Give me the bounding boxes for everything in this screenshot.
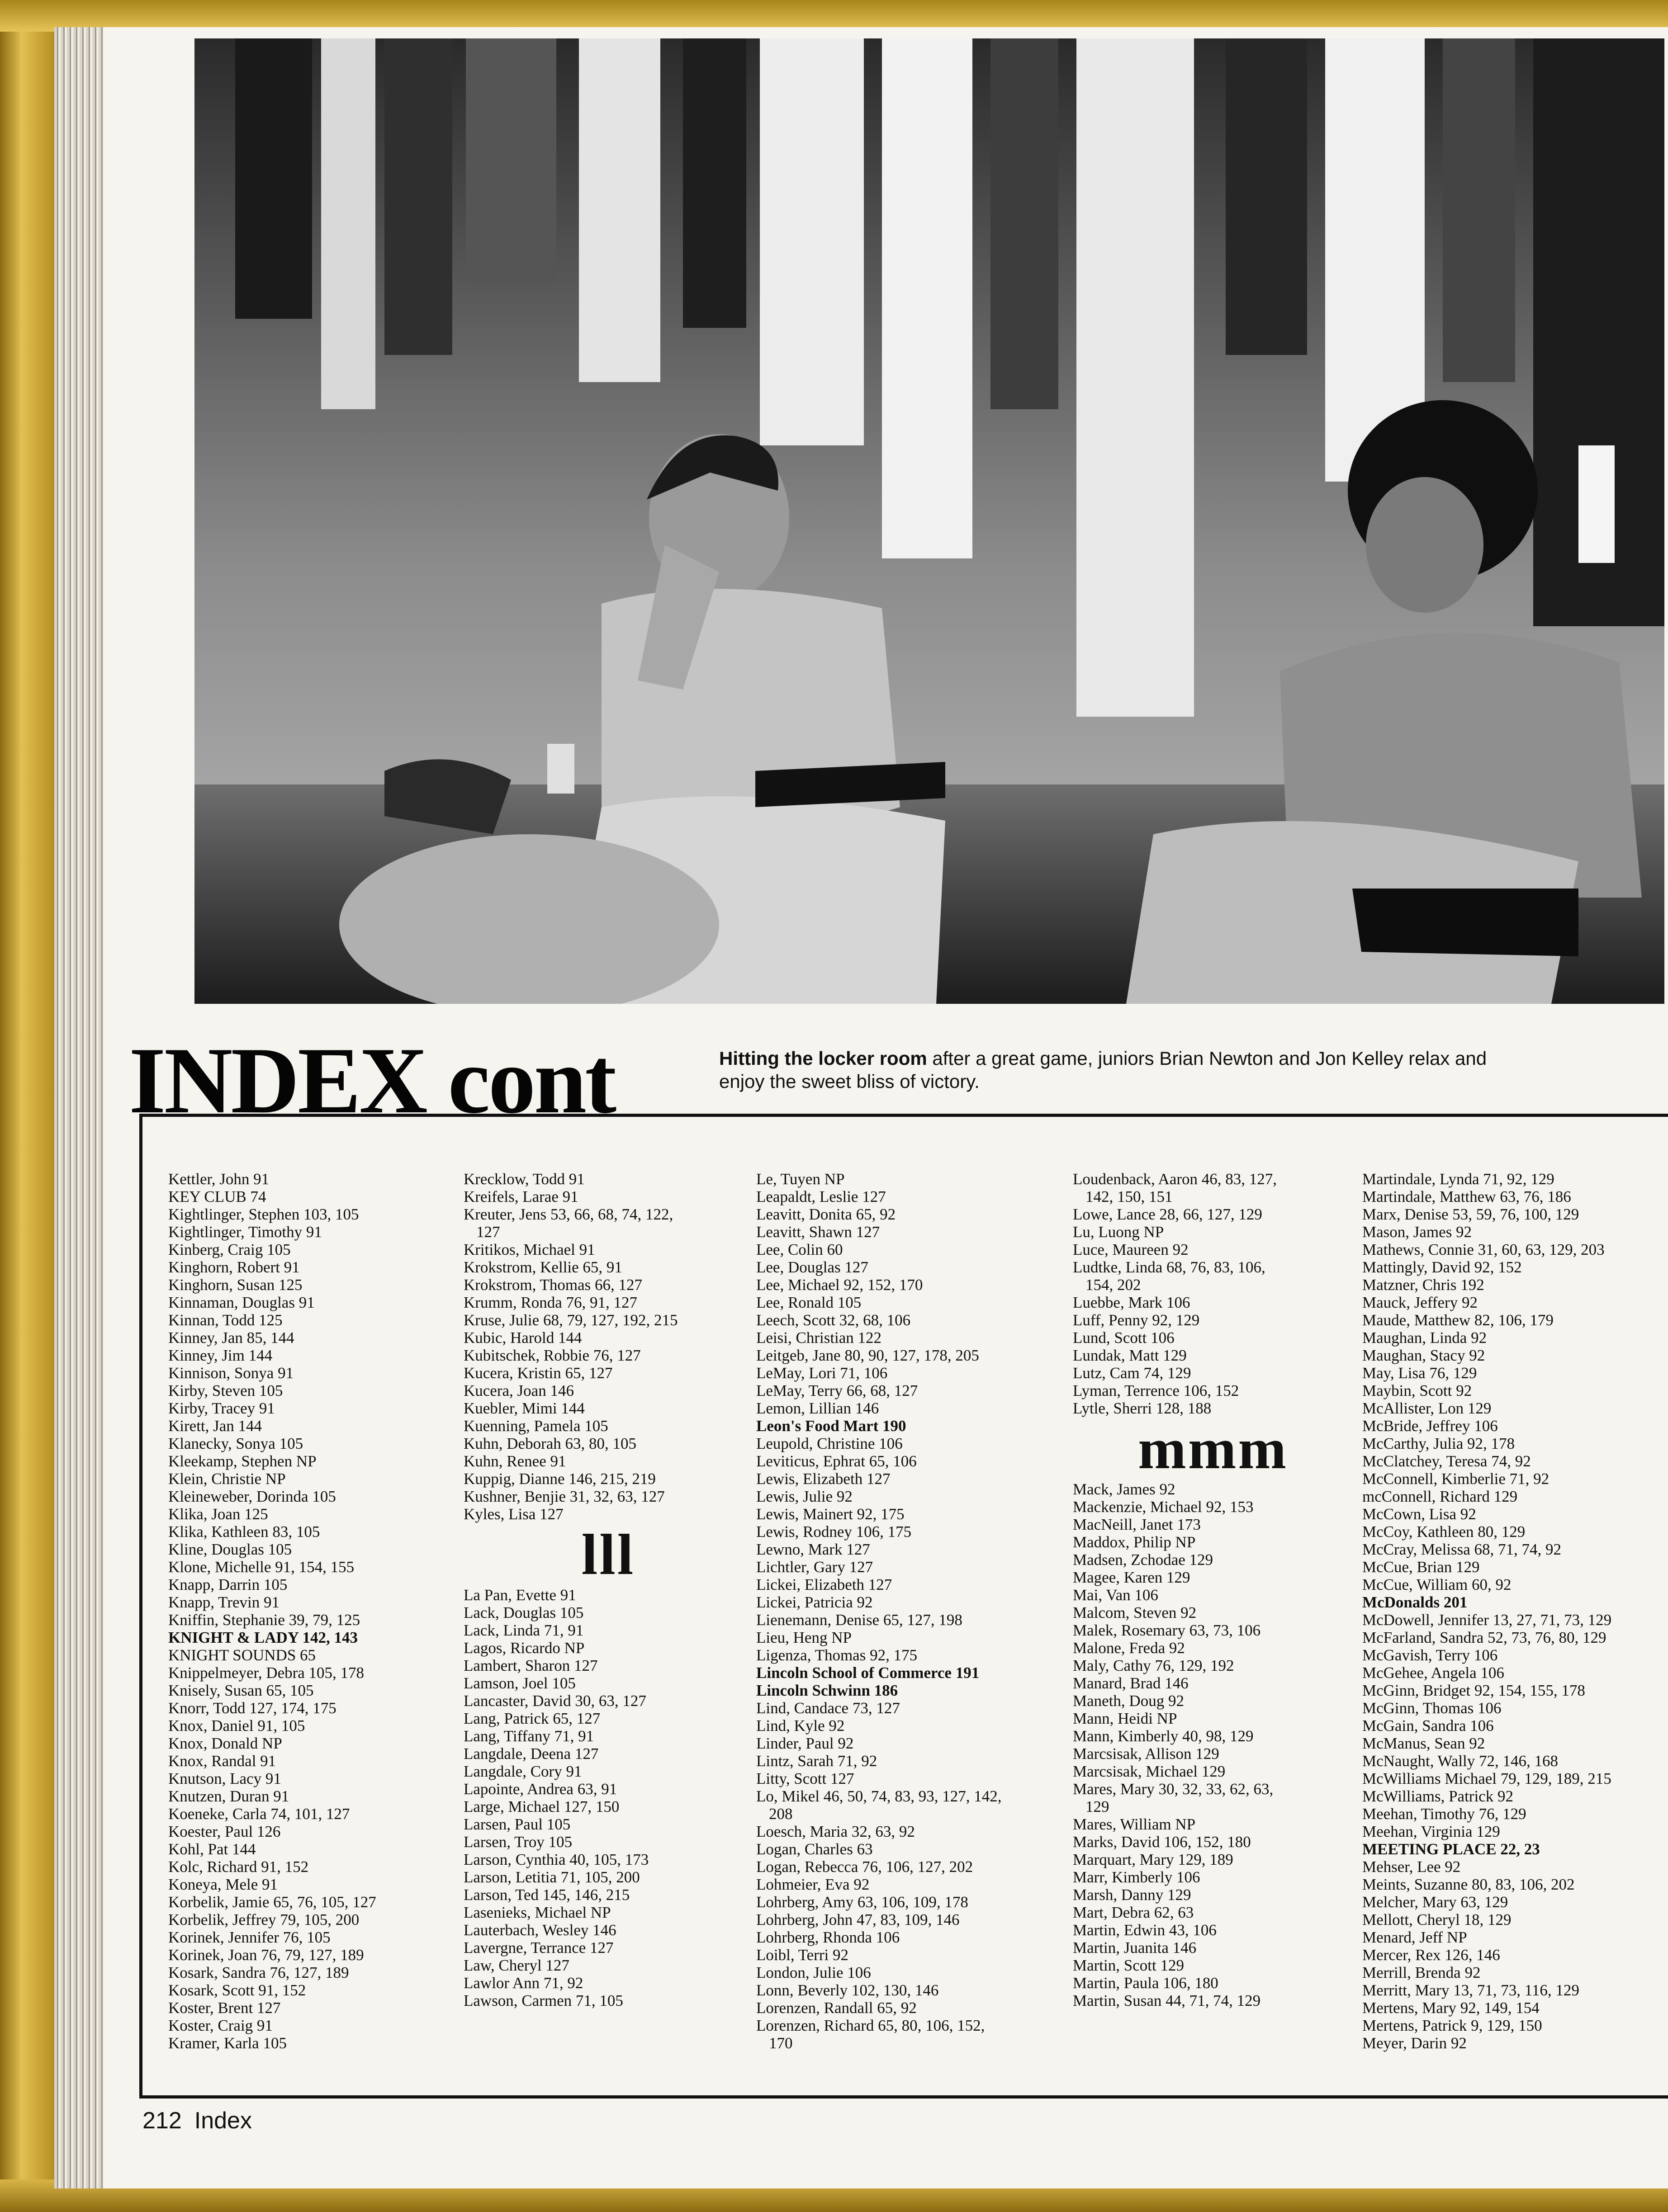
index-entry: Kreuter, Jens 53, 66, 68, 74, 122, xyxy=(464,1205,673,1223)
index-entry: McCray, Melissa 68, 71, 74, 92 xyxy=(1362,1541,1562,1558)
index-entry: Lang, Tiffany 71, 91 xyxy=(464,1727,594,1745)
index-entry: Lu, Luong NP xyxy=(1073,1223,1164,1241)
index-entry: McBride, Jeffrey 106 xyxy=(1362,1417,1498,1435)
index-entry: Lintz, Sarah 71, 92 xyxy=(756,1752,877,1770)
index-entry: Marks, David 106, 152, 180 xyxy=(1073,1833,1251,1851)
index-entry: Mattingly, David 92, 152 xyxy=(1362,1258,1522,1276)
index-entry: Kightlinger, Timothy 91 xyxy=(168,1223,322,1241)
index-entry: McGain, Sandra 106 xyxy=(1362,1717,1494,1735)
index-entry: Mauck, Jeffery 92 xyxy=(1362,1294,1478,1311)
index-entry: Kohl, Pat 144 xyxy=(168,1840,256,1858)
index-entry: Lagos, Ricardo NP xyxy=(464,1639,585,1657)
yearbook-page xyxy=(104,27,1668,2188)
section-letter-heading: mmm xyxy=(1138,1417,1288,1481)
index-entry: McDowell, Jennifer 13, 27, 71, 73, 129 xyxy=(1362,1611,1612,1629)
index-column-4 xyxy=(1073,1170,1353,2009)
index-entry: Leapaldt, Leslie 127 xyxy=(756,1188,886,1205)
index-entry: Lohrberg, John 47, 83, 109, 146 xyxy=(756,1911,960,1928)
index-entry: Leitgeb, Jane 80, 90, 127, 178, 205 xyxy=(756,1347,979,1364)
index-entry: Knippelmeyer, Debra 105, 178 xyxy=(168,1664,365,1682)
index-entry: Maude, Matthew 82, 106, 179 xyxy=(1362,1311,1554,1329)
index-entry: Lancaster, David 30, 63, 127 xyxy=(464,1692,646,1710)
index-entry: Mercer, Rex 126, 146 xyxy=(1362,1946,1500,1964)
index-entry: Lutz, Cam 74, 129 xyxy=(1073,1364,1191,1382)
index-entry: Kinghorn, Susan 125 xyxy=(168,1276,303,1294)
index-entry: Luce, Maureen 92 xyxy=(1073,1241,1189,1258)
index-entry: Kinnan, Todd 125 xyxy=(168,1311,283,1329)
index-entry: Larson, Ted 145, 146, 215 xyxy=(464,1886,630,1904)
index-entry: Martin, Paula 106, 180 xyxy=(1073,1974,1218,1992)
index-entry: McNaught, Wally 72, 146, 168 xyxy=(1362,1752,1559,1770)
index-entry: Koester, Paul 126 xyxy=(168,1823,281,1840)
index-entry: Koneya, Mele 91 xyxy=(168,1876,278,1893)
index-entry: McGehee, Angela 106 xyxy=(1362,1664,1504,1682)
index-entry: Martindale, Matthew 63, 76, 186 xyxy=(1362,1188,1571,1205)
index-entry: Lund, Scott 106 xyxy=(1073,1329,1175,1347)
index-entry: Kirby, Steven 105 xyxy=(168,1382,283,1399)
index-entry: Kreifels, Larae 91 xyxy=(464,1188,578,1205)
index-entry: Lewis, Rodney 106, 175 xyxy=(756,1523,912,1541)
index-entry: Maughan, Stacy 92 xyxy=(1362,1347,1485,1364)
index-entry: Knorr, Todd 127, 174, 175 xyxy=(168,1699,336,1717)
index-entry: Koster, Craig 91 xyxy=(168,2017,273,2034)
index-entry: Lichtler, Gary 127 xyxy=(756,1558,873,1576)
index-entry-continuation: 170 xyxy=(769,2034,793,2052)
index-entry: Kramer, Karla 105 xyxy=(168,2034,287,2052)
index-entry: Kuebler, Mimi 144 xyxy=(464,1399,585,1417)
index-entry-continuation: 142, 150, 151 xyxy=(1085,1188,1173,1205)
index-entry: McAllister, Lon 129 xyxy=(1362,1399,1492,1417)
index-entry: Kinberg, Craig 105 xyxy=(168,1241,291,1258)
index-entry: Leavitt, Shawn 127 xyxy=(756,1223,880,1241)
index-entry: Larson, Letitia 71, 105, 200 xyxy=(464,1868,640,1886)
index-entry: Lewis, Elizabeth 127 xyxy=(756,1470,891,1488)
index-entry: MEETING PLACE 22, 23 xyxy=(1362,1840,1540,1858)
index-entry: Leon's Food Mart 190 xyxy=(756,1417,906,1435)
index-entry: Kruse, Julie 68, 79, 127, 192, 215 xyxy=(464,1311,678,1329)
index-entry: McGinn, Bridget 92, 154, 155, 178 xyxy=(1362,1682,1585,1699)
index-entry: Korbelik, Jeffrey 79, 105, 200 xyxy=(168,1911,360,1928)
index-entry: Mares, William NP xyxy=(1073,1815,1196,1833)
index-entry: May, Lisa 76, 129 xyxy=(1362,1364,1477,1382)
index-entry: McFarland, Sandra 52, 73, 76, 80, 129 xyxy=(1362,1629,1606,1646)
index-entry: Lapointe, Andrea 63, 91 xyxy=(464,1780,617,1798)
index-entry: Knox, Donald NP xyxy=(168,1735,282,1752)
index-entry: McDonalds 201 xyxy=(1362,1593,1468,1611)
index-entry: Klika, Joan 125 xyxy=(168,1505,268,1523)
index-entry: Koster, Brent 127 xyxy=(168,1999,281,2017)
index-column-3 xyxy=(756,1170,1055,2052)
index-entry: Kuhn, Deborah 63, 80, 105 xyxy=(464,1435,637,1452)
index-entry: Kirby, Tracey 91 xyxy=(168,1399,275,1417)
index-entry: Lincoln Schwinn 186 xyxy=(756,1682,898,1699)
index-entry: Lamson, Joel 105 xyxy=(464,1674,576,1692)
index-entry: Lohrberg, Rhonda 106 xyxy=(756,1928,900,1946)
album-border-left xyxy=(0,0,54,2212)
index-entry: McCoy, Kathleen 80, 129 xyxy=(1362,1523,1526,1541)
index-entry: Klein, Christie NP xyxy=(168,1470,286,1488)
section-name: Index xyxy=(194,2108,252,2134)
index-entry: Marx, Denise 53, 59, 76, 100, 129 xyxy=(1362,1205,1579,1223)
index-entry: Korinek, Joan 76, 79, 127, 189 xyxy=(168,1946,364,1964)
index-entry: Kightlinger, Stephen 103, 105 xyxy=(168,1205,359,1223)
index-entry: Leech, Scott 32, 68, 106 xyxy=(756,1311,911,1329)
index-entry: Mackenzie, Michael 92, 153 xyxy=(1073,1498,1254,1516)
index-entry: Knutson, Lacy 91 xyxy=(168,1770,281,1787)
caption-lead: Hitting the locker room xyxy=(719,1048,927,1069)
index-entry: Lee, Colin 60 xyxy=(756,1241,843,1258)
index-entry: Kosark, Sandra 76, 127, 189 xyxy=(168,1964,349,1981)
index-entry: Lambert, Sharon 127 xyxy=(464,1657,598,1674)
index-entry: LeMay, Terry 66, 68, 127 xyxy=(756,1382,918,1399)
index-entry: Manard, Brad 146 xyxy=(1073,1674,1189,1692)
index-entry: Mann, Heidi NP xyxy=(1073,1710,1177,1727)
index-entry: Knapp, Trevin 91 xyxy=(168,1593,280,1611)
index-entry: Lieu, Heng NP xyxy=(756,1629,852,1646)
index-entry: Lorenzen, Richard 65, 80, 106, 152, xyxy=(756,2017,985,2034)
index-entry: Larson, Cynthia 40, 105, 173 xyxy=(464,1851,649,1868)
index-entry: Meehan, Virginia 129 xyxy=(1362,1823,1500,1840)
index-entry: Kinnison, Sonya 91 xyxy=(168,1364,294,1382)
index-entry: Larsen, Paul 105 xyxy=(464,1815,571,1833)
index-entry: Merritt, Mary 13, 71, 73, 116, 129 xyxy=(1362,1981,1579,1999)
index-entry: Malone, Freda 92 xyxy=(1073,1639,1185,1657)
index-entry: Maughan, Linda 92 xyxy=(1362,1329,1487,1347)
index-entry: Mathews, Connie 31, 60, 63, 129, 203 xyxy=(1362,1241,1605,1258)
index-column-1 xyxy=(168,1170,422,2052)
index-entry: Kushner, Benjie 31, 32, 63, 127 xyxy=(464,1488,665,1505)
index-entry: McWilliams, Patrick 92 xyxy=(1362,1787,1513,1805)
index-entry: Lang, Patrick 65, 127 xyxy=(464,1710,601,1727)
index-entry: Lee, Douglas 127 xyxy=(756,1258,868,1276)
index-entry: McCue, Brian 129 xyxy=(1362,1558,1480,1576)
index-entry: Lienemann, Denise 65, 127, 198 xyxy=(756,1611,962,1629)
index-entry: Lind, Candace 73, 127 xyxy=(756,1699,900,1717)
index-entry-continuation: 154, 202 xyxy=(1085,1276,1141,1294)
index-entry: Luebbe, Mark 106 xyxy=(1073,1294,1190,1311)
index-column-2 xyxy=(464,1170,753,2009)
index-entry: Litty, Scott 127 xyxy=(756,1770,854,1787)
index-entry: Lawlor Ann 71, 92 xyxy=(464,1974,583,1992)
index-entry: Lonn, Beverly 102, 130, 146 xyxy=(756,1981,939,1999)
index-entry: Mehser, Lee 92 xyxy=(1362,1858,1461,1876)
page-stack-edges xyxy=(54,27,104,2188)
index-entry: Linder, Paul 92 xyxy=(756,1735,854,1752)
index-entry: Kline, Douglas 105 xyxy=(168,1541,292,1558)
index-entry: Lundak, Matt 129 xyxy=(1073,1347,1187,1364)
index-entry: Marsh, Danny 129 xyxy=(1073,1886,1191,1904)
index-entry: Madsen, Zchodae 129 xyxy=(1073,1551,1213,1569)
index-entry: Lo, Mikel 46, 50, 74, 83, 93, 127, 142, xyxy=(756,1787,1002,1805)
index-entry: McConnell, Kimberlie 71, 92 xyxy=(1362,1470,1550,1488)
index-column-5 xyxy=(1362,1170,1668,2052)
index-entry: Mack, James 92 xyxy=(1073,1480,1175,1498)
page-folio xyxy=(142,2107,265,2134)
index-entry: Knox, Randal 91 xyxy=(168,1752,276,1770)
index-entry: Loudenback, Aaron 46, 83, 127, xyxy=(1073,1170,1277,1188)
index-entry: McGavish, Terry 106 xyxy=(1362,1646,1498,1664)
index-entry-continuation: 127 xyxy=(476,1223,500,1241)
index-entry: Kettler, John 91 xyxy=(168,1170,270,1188)
caption-text: after a great game, juniors Brian Newton and Jon Kelley relax and enjoy the sweet bliss of victory. xyxy=(719,1048,1487,1092)
index-entry: McClatchey, Teresa 74, 92 xyxy=(1362,1452,1531,1470)
locker-room-photo xyxy=(194,38,1664,1004)
index-entry: Kinney, Jim 144 xyxy=(168,1347,273,1364)
index-entry: Maybin, Scott 92 xyxy=(1362,1382,1472,1399)
index-entry: Lewno, Mark 127 xyxy=(756,1541,870,1558)
index-entry: Leisi, Christian 122 xyxy=(756,1329,882,1347)
index-entry: KNIGHT & LADY 142, 143 xyxy=(168,1629,358,1646)
index-entry: Lytle, Sherri 128, 188 xyxy=(1073,1399,1212,1417)
index-entry: Klika, Kathleen 83, 105 xyxy=(168,1523,320,1541)
index-entry: Klanecky, Sonya 105 xyxy=(168,1435,303,1452)
index-entry: Kleineweber, Dorinda 105 xyxy=(168,1488,336,1505)
index-entry: Martin, Susan 44, 71, 74, 129 xyxy=(1073,1992,1261,2009)
index-entry: Lyman, Terrence 106, 152 xyxy=(1073,1382,1239,1399)
index-entry: Langdale, Deena 127 xyxy=(464,1745,599,1763)
photo-caption xyxy=(719,1047,1533,1093)
index-entry: Lavergne, Terrance 127 xyxy=(464,1939,614,1957)
index-entry: Mann, Kimberly 40, 98, 129 xyxy=(1073,1727,1254,1745)
index-entry: Kritikos, Michael 91 xyxy=(464,1241,595,1258)
index-entry-continuation: 129 xyxy=(1085,1798,1109,1815)
index-entry: Kyles, Lisa 127 xyxy=(464,1505,564,1523)
index-entry: Melcher, Mary 63, 129 xyxy=(1362,1893,1508,1911)
index-entry: Menard, Jeff NP xyxy=(1362,1928,1467,1946)
index-entry: Leupold, Christine 106 xyxy=(756,1435,903,1452)
index-entry: Martindale, Lynda 71, 92, 129 xyxy=(1362,1170,1554,1188)
index-entry: Lawson, Carmen 71, 105 xyxy=(464,1992,623,2009)
index-entry: Kolc, Richard 91, 152 xyxy=(168,1858,309,1876)
index-entry: Krokstrom, Thomas 66, 127 xyxy=(464,1276,643,1294)
index-entry: Kniffin, Stephanie 39, 79, 125 xyxy=(168,1611,360,1629)
index-entry: Lemon, Lillian 146 xyxy=(756,1399,879,1417)
index-entry: Logan, Charles 63 xyxy=(756,1840,873,1858)
index-entry: Kuppig, Dianne 146, 215, 219 xyxy=(464,1470,656,1488)
index-entry: Lee, Ronald 105 xyxy=(756,1294,862,1311)
index-entry: Logan, Rebecca 76, 106, 127, 202 xyxy=(756,1858,973,1876)
index-entry: McCue, William 60, 92 xyxy=(1362,1576,1512,1593)
index-entry: Merrill, Brenda 92 xyxy=(1362,1964,1481,1981)
index-entry: Krokstrom, Kellie 65, 91 xyxy=(464,1258,622,1276)
index-entry: Knutzen, Duran 91 xyxy=(168,1787,289,1805)
index-entry: Ludtke, Linda 68, 76, 83, 106, xyxy=(1073,1258,1265,1276)
index-entry: Kucera, Kristin 65, 127 xyxy=(464,1364,613,1382)
index-entry: Kuenning, Pamela 105 xyxy=(464,1417,608,1435)
index-entry: Lickei, Patricia 92 xyxy=(756,1593,873,1611)
index-entry: Marr, Kimberly 106 xyxy=(1073,1868,1200,1886)
index-entry: Maneth, Doug 92 xyxy=(1073,1692,1184,1710)
index-entry: Kirett, Jan 144 xyxy=(168,1417,262,1435)
index-entry: Lorenzen, Randall 65, 92 xyxy=(756,1999,917,2017)
index-entry: Marcsisak, Michael 129 xyxy=(1073,1763,1226,1780)
index-entry: Kosark, Scott 91, 152 xyxy=(168,1981,306,1999)
index-entry: Mellott, Cheryl 18, 129 xyxy=(1362,1911,1512,1928)
index-entry: Leavitt, Donita 65, 92 xyxy=(756,1205,896,1223)
index-entry: Meints, Suzanne 80, 83, 106, 202 xyxy=(1362,1876,1575,1893)
index-entry: Mai, Van 106 xyxy=(1073,1586,1158,1604)
index-entry: McManus, Sean 92 xyxy=(1362,1735,1485,1752)
index-entry: Le, Tuyen NP xyxy=(756,1170,845,1188)
index-entry: Lickei, Elizabeth 127 xyxy=(756,1576,892,1593)
index-entry: Mertens, Patrick 9, 129, 150 xyxy=(1362,2017,1542,2034)
index-entry: Lee, Michael 92, 152, 170 xyxy=(756,1276,923,1294)
page-number: 212 xyxy=(142,2108,182,2134)
index-entry: Lowe, Lance 28, 66, 127, 129 xyxy=(1073,1205,1262,1223)
index-entry: KNIGHT SOUNDS 65 xyxy=(168,1646,316,1664)
index-entry: Martin, Juanita 146 xyxy=(1073,1939,1197,1957)
index-entry: mcConnell, Richard 129 xyxy=(1362,1488,1518,1505)
index-entry: Knox, Daniel 91, 105 xyxy=(168,1717,305,1735)
index-entry: Luff, Penny 92, 129 xyxy=(1073,1311,1200,1329)
index-entry: Knapp, Darrin 105 xyxy=(168,1576,288,1593)
index-entry: Meyer, Darin 92 xyxy=(1362,2034,1467,2052)
section-letter-heading: lll xyxy=(581,1522,635,1587)
index-entry: LeMay, Lori 71, 106 xyxy=(756,1364,888,1382)
index-entry: Kinghorn, Robert 91 xyxy=(168,1258,300,1276)
index-entry: KEY CLUB 74 xyxy=(168,1188,266,1205)
index-entry: Loibl, Terri 92 xyxy=(756,1946,848,1964)
index-entry: Kleekamp, Stephen NP xyxy=(168,1452,317,1470)
index-entry: Mares, Mary 30, 32, 33, 62, 63, xyxy=(1073,1780,1274,1798)
index-entry: Malcom, Steven 92 xyxy=(1073,1604,1197,1621)
index-entry: Lauterbach, Wesley 146 xyxy=(464,1921,616,1939)
index-entry: Lack, Douglas 105 xyxy=(464,1604,584,1621)
index-entry: Lohmeier, Eva 92 xyxy=(756,1876,870,1893)
index-entry: MacNeill, Janet 173 xyxy=(1073,1516,1201,1533)
index-entry: Kuhn, Renee 91 xyxy=(464,1452,566,1470)
index-entry: Marcsisak, Allison 129 xyxy=(1073,1745,1219,1763)
index-entry: Martin, Edwin 43, 106 xyxy=(1073,1921,1217,1939)
index-entry: Klone, Michelle 91, 154, 155 xyxy=(168,1558,355,1576)
index-entry: Lincoln School of Commerce 191 xyxy=(756,1664,980,1682)
index-entry: Magee, Karen 129 xyxy=(1073,1569,1190,1586)
index-entry: Maddox, Philip NP xyxy=(1073,1533,1196,1551)
index-entry: McWilliams Michael 79, 129, 189, 215 xyxy=(1362,1770,1611,1787)
index-entry: Kucera, Joan 146 xyxy=(464,1382,574,1399)
index-entry: Mart, Debra 62, 63 xyxy=(1073,1904,1194,1921)
index-entry-continuation: 208 xyxy=(769,1805,793,1823)
index-entry: Meehan, Timothy 76, 129 xyxy=(1362,1805,1526,1823)
index-entry: Korbelik, Jamie 65, 76, 105, 127 xyxy=(168,1893,376,1911)
index-entry: Langdale, Cory 91 xyxy=(464,1763,582,1780)
page-title: INDEX cont xyxy=(129,1028,615,1133)
index-entry: Law, Cheryl 127 xyxy=(464,1957,569,1974)
index-entry: Lewis, Mainert 92, 175 xyxy=(756,1505,905,1523)
index-entry: Lewis, Julie 92 xyxy=(756,1488,853,1505)
index-entry: Leviticus, Ephrat 65, 106 xyxy=(756,1452,917,1470)
index-entry: Ligenza, Thomas 92, 175 xyxy=(756,1646,918,1664)
index-entry: Matzner, Chris 192 xyxy=(1362,1276,1484,1294)
index-entry: Large, Michael 127, 150 xyxy=(464,1798,620,1815)
index-entry: McGinn, Thomas 106 xyxy=(1362,1699,1502,1717)
index-entry: Marquart, Mary 129, 189 xyxy=(1073,1851,1233,1868)
index-entry: Kubic, Harold 144 xyxy=(464,1329,582,1347)
index-entry: Krumm, Ronda 76, 91, 127 xyxy=(464,1294,638,1311)
index-entry: Malek, Rosemary 63, 73, 106 xyxy=(1073,1621,1261,1639)
index-entry: Lack, Linda 71, 91 xyxy=(464,1621,584,1639)
index-entry: La Pan, Evette 91 xyxy=(464,1586,576,1604)
index-entry: Lasenieks, Michael NP xyxy=(464,1904,611,1921)
index-entry: Loesch, Maria 32, 63, 92 xyxy=(756,1823,915,1840)
index-entry: McCown, Lisa 92 xyxy=(1362,1505,1476,1523)
index-entry: Maly, Cathy 76, 129, 192 xyxy=(1073,1657,1234,1674)
index-entry: Lind, Kyle 92 xyxy=(756,1717,845,1735)
index-entry: Kubitschek, Robbie 76, 127 xyxy=(464,1347,641,1364)
index-entry: Lohrberg, Amy 63, 106, 109, 178 xyxy=(756,1893,968,1911)
index-entry: Mertens, Mary 92, 149, 154 xyxy=(1362,1999,1540,2017)
index-entry: Mason, James 92 xyxy=(1362,1223,1472,1241)
locker-room-photo-graphic xyxy=(194,38,1664,1004)
index-entry: Kinnaman, Douglas 91 xyxy=(168,1294,315,1311)
index-entry: Koeneke, Carla 74, 101, 127 xyxy=(168,1805,350,1823)
index-entry: Korinek, Jennifer 76, 105 xyxy=(168,1928,331,1946)
index-entry: Larsen, Troy 105 xyxy=(464,1833,573,1851)
index-entry: Knisely, Susan 65, 105 xyxy=(168,1682,314,1699)
index-entry: McCarthy, Julia 92, 178 xyxy=(1362,1435,1515,1452)
index-entry: London, Julie 106 xyxy=(756,1964,871,1981)
index-entry: Martin, Scott 129 xyxy=(1073,1957,1184,1974)
index-entry: Kinney, Jan 85, 144 xyxy=(168,1329,294,1347)
index-entry: Krecklow, Todd 91 xyxy=(464,1170,585,1188)
